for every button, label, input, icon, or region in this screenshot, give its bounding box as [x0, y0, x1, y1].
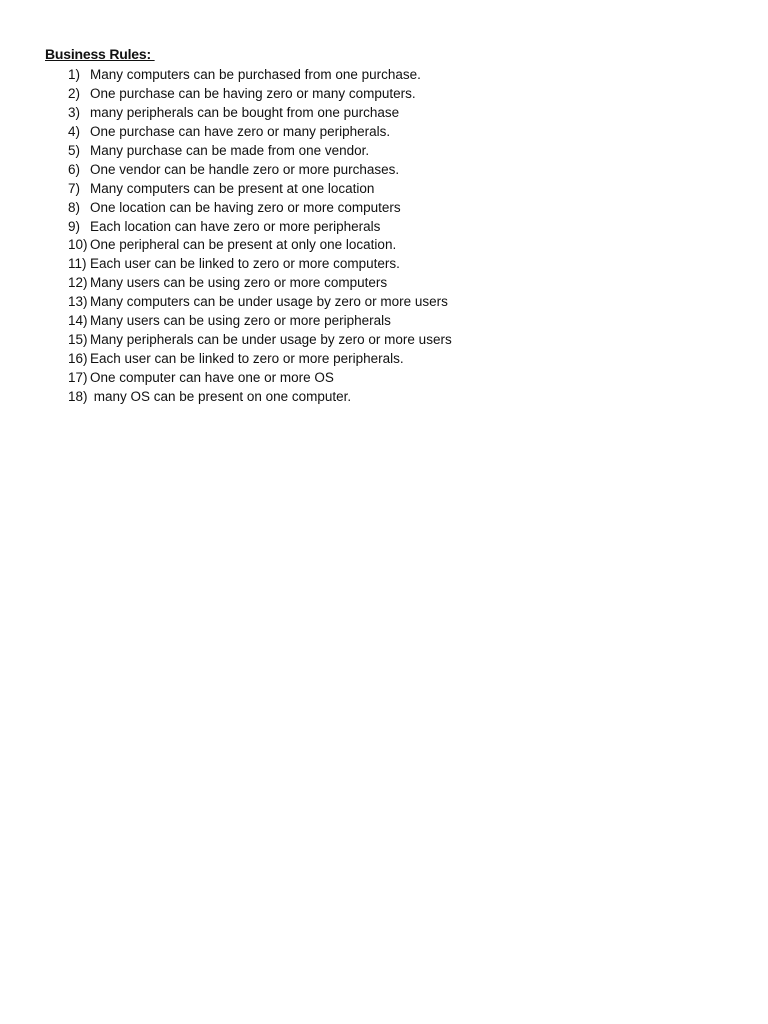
rule-text: Many computers can be under usage by zero or more users [90, 294, 448, 310]
rule-text: Many computers can be present at one location [90, 180, 375, 196]
rule-number: 17) [68, 370, 88, 385]
rule-number: 15) [68, 332, 88, 348]
rule-text: many OS can be present on one computer. [90, 388, 352, 404]
rule-text: Many purchase can be made from one vendor. [90, 142, 370, 158]
rule-text: many peripherals can be bought from one purchase [90, 104, 400, 120]
rule-number: 12) [68, 275, 88, 291]
rule-number: 1) [68, 67, 81, 82]
rule-number: 4) [68, 123, 81, 139]
rule-number: 18) [68, 388, 88, 404]
rule-number: 14) [68, 313, 88, 329]
rule-text: Many computers can be purchased from one purchase. [90, 67, 421, 82]
rule-number: 3) [68, 104, 81, 120]
rule-text: Each user can be linked to zero or more computers. [90, 256, 400, 272]
rule-number: 10) [68, 237, 88, 253]
rule-text: Many peripherals can be under usage by zero or more users [90, 332, 452, 348]
business-rules-heading: Business Rules: [45, 46, 155, 62]
rule-number: 11) [68, 256, 87, 272]
rule-text: Many users can be using zero or more peripherals [90, 313, 391, 329]
rule-text: One peripheral can be present at only one location. [90, 237, 397, 253]
rule-text: One computer can have one or more OS [90, 370, 334, 385]
rule-number: 8) [68, 199, 81, 215]
rule-text: One purchase can have zero or many peripherals. [90, 123, 391, 139]
rule-text: Each user can be linked to zero or more peripherals. [90, 351, 404, 367]
rule-number: 6) [68, 161, 81, 177]
rule-text: Many users can be using zero or more computers [90, 275, 388, 291]
rule-number: 7) [68, 180, 81, 196]
rule-text: One purchase can be having zero or many computers. [90, 85, 416, 101]
rule-text: Each location can have zero or more peripherals [90, 218, 381, 234]
rule-number: 16) [68, 351, 88, 367]
rule-number: 9) [68, 218, 81, 234]
rule-number: 5) [68, 142, 81, 158]
rule-text: One vendor can be handle zero or more purchases. [90, 161, 400, 177]
rule-number: 2) [68, 85, 81, 101]
rule-number: 13) [68, 294, 88, 310]
rule-text: One location can be having zero or more computers [90, 199, 401, 215]
